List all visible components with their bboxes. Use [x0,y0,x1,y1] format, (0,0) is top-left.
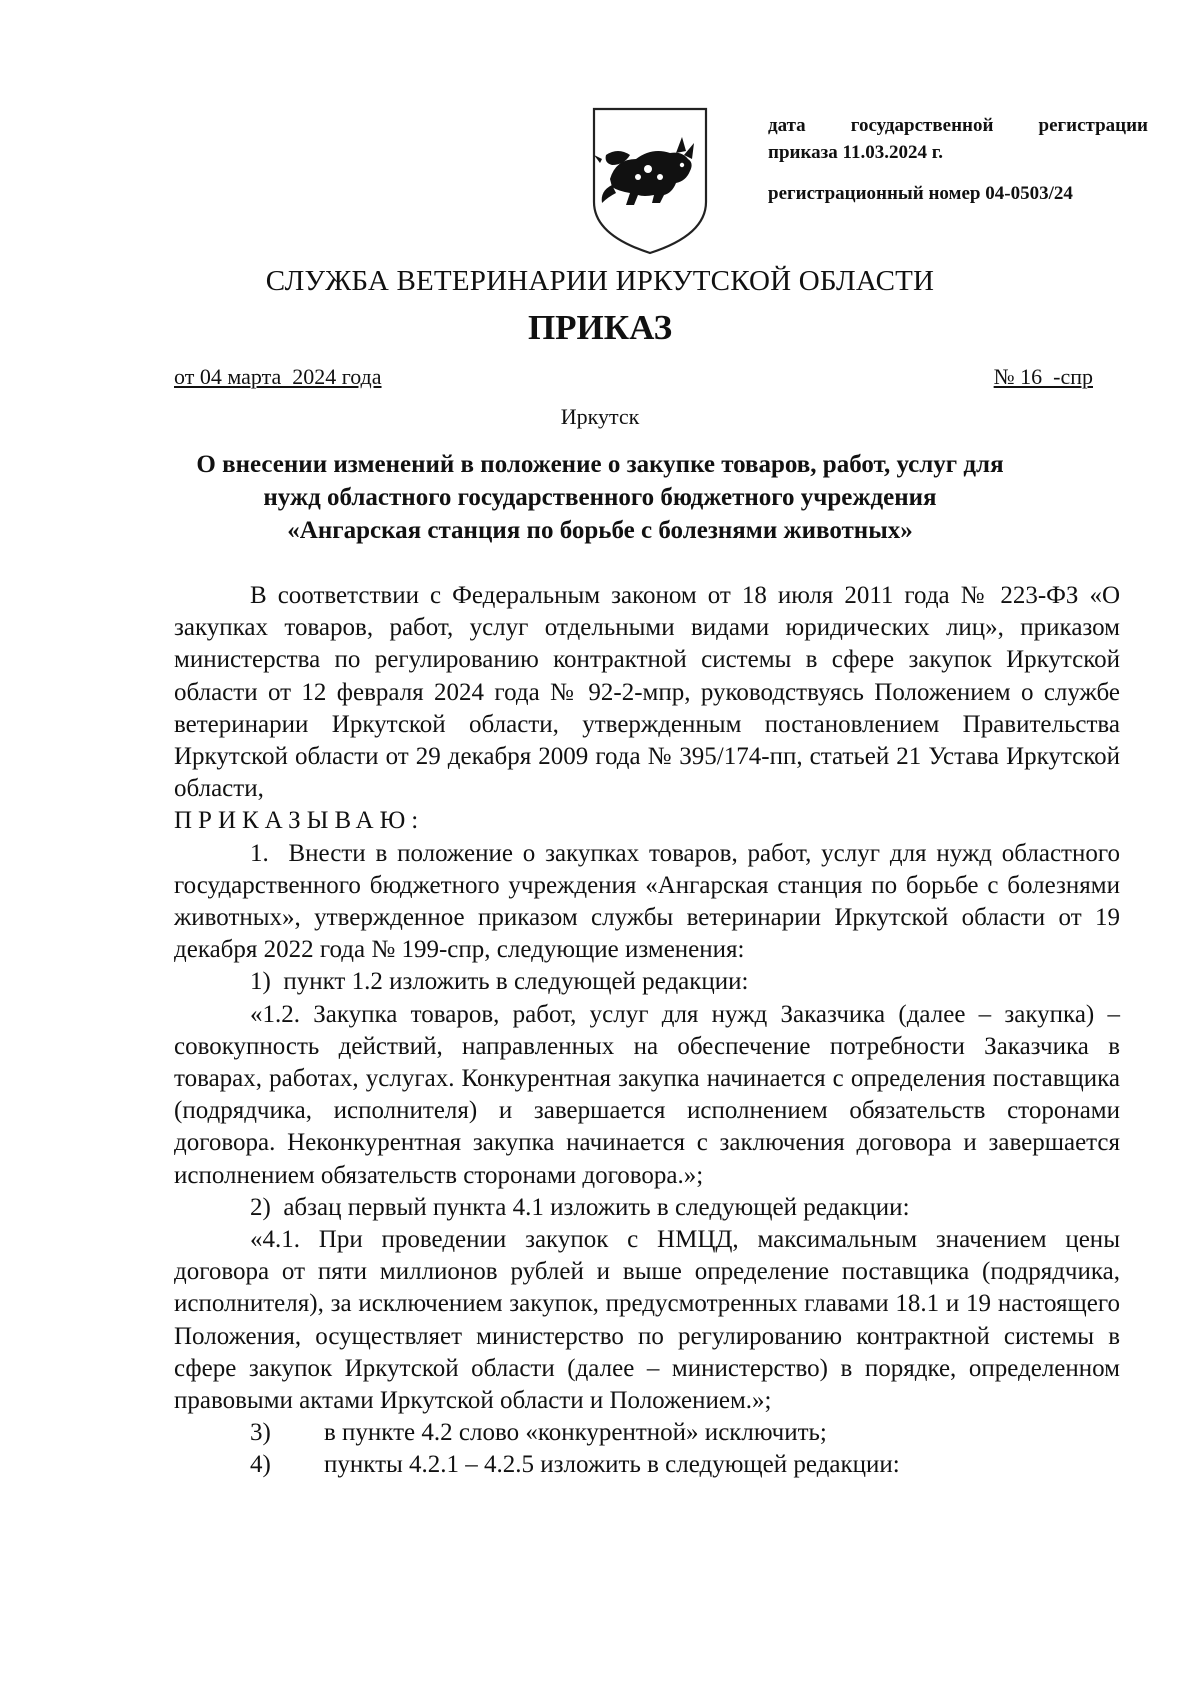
subitem-4-text: пункты 4.2.1 – 4.2.5 изложить в следующей редакции: [324,1451,900,1479]
order-word: ПРИКАЗЫВАЮ: [174,807,425,835]
document-type: ПРИКАЗ [527,308,673,347]
irkutsk-coat-of-arms-icon [590,107,710,257]
title-line: «Ангарская станция по борьбе с болезнями животных» [287,517,913,544]
registration-date-value: приказа 11.03.2024 г. [768,142,943,163]
document-city: Иркутск [560,404,640,429]
subitem-4-number: 4) [250,1451,271,1479]
registration-number: регистрационный номер 04-0503/24 [768,183,1073,204]
subitem-3-text: в пункте 4.2 слово «конкурентной» исключить; [324,1419,827,1447]
subitem-3 [174,1417,1120,1449]
document-number: № 16 -спр [993,364,1093,389]
item-1-paragraph: 1. Внести в положение о закупках товаров, работ, услуг для нужд областного государственного бюджетного учреждения «Ангарская станция по борьбе с болезнями животных», утвержденное приказом службы ветеринарии Иркутской области от 19 декабря 2022 года № 199-спр, следующие изменения: [174,839,1127,964]
quote-1-paragraph: «1.2. Закупка товаров, работ, услуг для нужд Заказчика (далее – закупка) – совокупность действий, направленных на обеспечение потребности Заказчика в товарах, работах, услугах. Конкурентная закупка начинается с определения поставщика (подрядчика, исполнителя) и завершается исполнением обязательств сторонами договора. Неконкурентная закупка начинается с заключения договора и завершается исполнением обязательств сторонами договора.»; [174,1000,1120,1189]
title-line: нужд областного государственного бюджетного учреждения [263,484,937,511]
organization-name: СЛУЖБА ВЕТЕРИНАРИИ ИРКУТСКОЙ ОБЛАСТИ [265,265,935,297]
subitem-2: 2) абзац первый пункта 4.1 изложить в следующей редакции: [250,1193,910,1221]
document-body [174,580,1127,1482]
quote-2-paragraph: «4.1. При проведении закупок с НМЦД, максимальным значением цены договора от пяти миллионов рублей и выше определение поставщика (подрядчика, исполнителя), за исключением закупок, предусмотренных главами 18.1 и 19 настоящего Положения, осуществляет министерство по регулированию контрактной системы в сфере закупок Иркутской области (далее – министерство) в порядке, определенном правовыми актами Иркутской области и Положением.»; [174,1226,1120,1415]
registration-date-label: дата государственной регистрации [768,115,1148,136]
document-title [150,448,1050,547]
document-date: от 04 марта 2024 года [174,364,382,389]
registration-info [768,112,1148,207]
subitem-3-number: 3) [250,1419,271,1447]
subitem-4 [174,1449,1120,1481]
preamble-paragraph: В соответствии с Федеральным законом от 18 июля 2011 года № 223-ФЗ «О закупках товаров, работ, услуг отдельными видами юридических лиц», приказом министерства по регулированию контрактной системы в сфере закупок Иркутской области от 12 февраля 2024 года № 92-2-мпр, руководствуясь Положением о службе ветеринарии Иркутской области, утвержденным постановлением Правительства Иркутской области от 29 декабря 2009 года № 395/174-пп, статьей 21 Устава Иркутской области, [174,582,1120,803]
subitem-1: 1) пункт 1.2 изложить в следующей редакции: [250,968,749,996]
title-line: О внесении изменений в положение о закупке товаров, работ, услуг для [196,451,1004,478]
